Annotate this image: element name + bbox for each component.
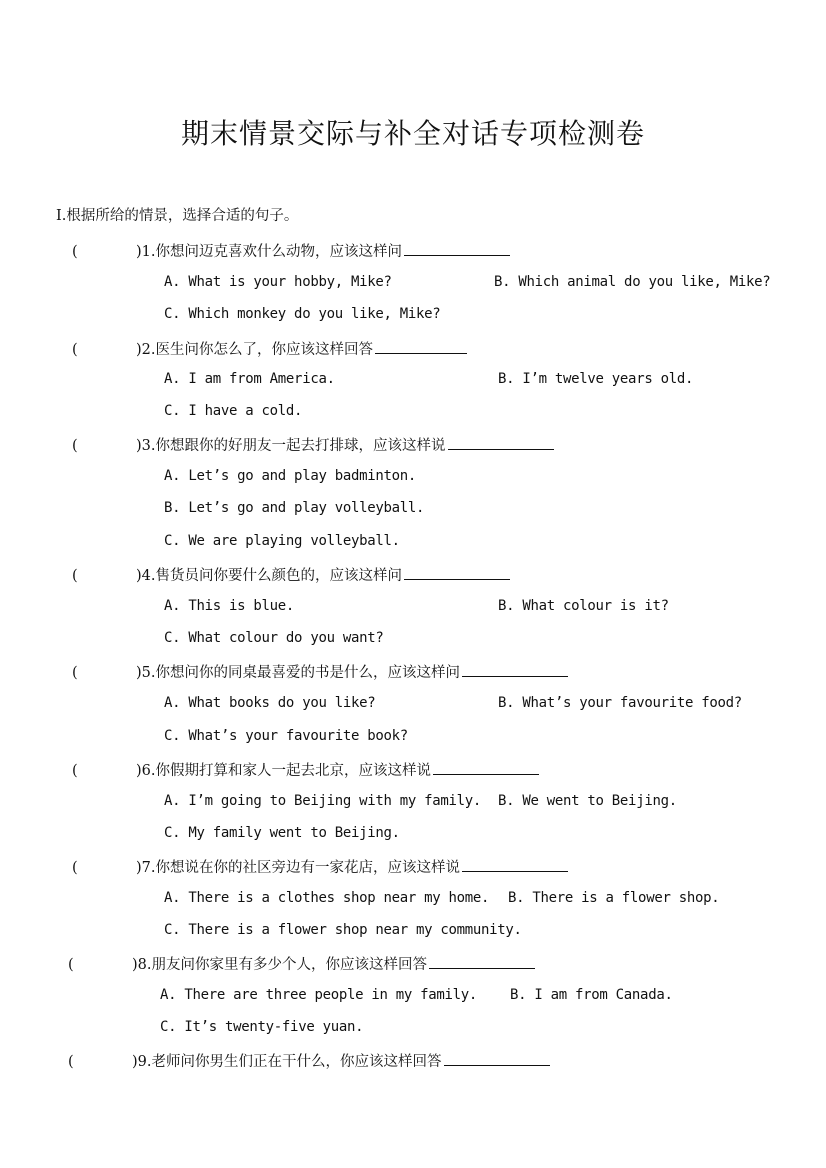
question-4: ( )4.售货员问你要什么颜色的，应该这样问 (72, 564, 510, 585)
question-stem: 朋友问你家里有多少个人，你应该这样回答 (151, 957, 427, 973)
question-2: ( )2.医生问你怎么了，你应该这样回答 (72, 338, 467, 359)
option-a: A. Let’s go and play badminton. (164, 468, 416, 484)
question-7: ( )7.你想说在你的社区旁边有一家花店，应该这样说 (72, 856, 568, 877)
answer-paren[interactable]: ( (72, 763, 78, 779)
option-c: C. What colour do you want? (164, 630, 384, 646)
option-c: C. We are playing volleyball. (164, 533, 400, 549)
option-c: C. Which monkey do you like, Mike? (164, 306, 441, 322)
question-stem: 售货员问你要什么颜色的，应该这样问 (155, 568, 402, 584)
option-a: A. There is a clothes shop near my home. (164, 890, 490, 906)
option-a: A. What books do you like? (164, 695, 376, 711)
answer-blank[interactable] (444, 1051, 550, 1066)
option-a: A. This is blue. (164, 598, 295, 614)
option-a: A. What is your hobby, Mike? (164, 274, 392, 290)
option-c: C. My family went to Beijing. (164, 825, 400, 841)
option-b: B. What colour is it? (498, 598, 669, 614)
answer-paren[interactable]: ( (72, 342, 78, 358)
option-b: B. There is a flower shop. (508, 890, 720, 906)
question-6: ( )6.你假期打算和家人一起去北京，应该这样说 (72, 759, 539, 780)
answer-blank[interactable] (429, 954, 535, 969)
option-b: B. We went to Beijing. (498, 793, 677, 809)
option-b: B. I am from Canada. (510, 987, 673, 1003)
page-title: 期末情景交际与补全对话专项检测卷 (180, 117, 645, 150)
question-stem: 你想问你的同桌最喜爱的书是什么，应该这样问 (155, 665, 460, 681)
question-1: ( )1.你想问迈克喜欢什么动物，应该这样问 (72, 240, 510, 261)
option-c: C. It’s twenty-five yuan. (160, 1019, 364, 1035)
question-stem: 你假期打算和家人一起去北京，应该这样说 (155, 763, 431, 779)
option-b: B. What’s your favourite food? (498, 695, 742, 711)
answer-blank[interactable] (462, 857, 568, 872)
section-heading: Ⅰ.根据所给的情景，选择合适的句子。 (56, 208, 299, 224)
question-stem: 你想说在你的社区旁边有一家花店，应该这样说 (155, 860, 460, 876)
answer-blank[interactable] (375, 339, 467, 354)
answer-paren[interactable]: ( (72, 244, 78, 260)
question-stem: 医生问你怎么了，你应该这样回答 (155, 342, 373, 358)
question-stem: 你想跟你的好朋友一起去打排球，应该这样说 (155, 438, 446, 454)
option-c: C. What’s your favourite book? (164, 728, 408, 744)
question-stem: 老师问你男生们正在干什么，你应该这样回答 (151, 1054, 442, 1070)
question-3: ( )3.你想跟你的好朋友一起去打排球，应该这样说 (72, 434, 554, 455)
answer-paren[interactable]: ( (68, 957, 74, 973)
option-c: C. I have a cold. (164, 403, 303, 419)
option-b: B. Which animal do you like, Mike? (494, 274, 771, 290)
answer-blank[interactable] (433, 760, 539, 775)
answer-blank[interactable] (448, 435, 554, 450)
answer-paren[interactable]: ( (72, 860, 78, 876)
option-b: B. I’m twelve years old. (498, 371, 694, 387)
answer-blank[interactable] (462, 662, 568, 677)
question-9: ( )9.老师问你男生们正在干什么，你应该这样回答 (68, 1050, 550, 1071)
answer-blank[interactable] (404, 565, 510, 580)
question-stem: 你想问迈克喜欢什么动物，应该这样问 (155, 244, 402, 260)
question-8: ( )8.朋友问你家里有多少个人，你应该这样回答 (68, 953, 535, 974)
option-a: A. There are three people in my family. (160, 987, 478, 1003)
answer-paren[interactable]: ( (72, 665, 78, 681)
answer-paren[interactable]: ( (68, 1054, 74, 1070)
option-a: A. I am from America. (164, 371, 335, 387)
answer-paren[interactable]: ( (72, 438, 78, 454)
option-b: B. Let’s go and play volleyball. (164, 500, 425, 516)
answer-paren[interactable]: ( (72, 568, 78, 584)
option-a: A. I’m going to Beijing with my family. (164, 793, 482, 809)
option-c: C. There is a flower shop near my community. (164, 922, 522, 938)
answer-blank[interactable] (404, 241, 510, 256)
question-5: ( )5.你想问你的同桌最喜爱的书是什么，应该这样问 (72, 661, 568, 682)
